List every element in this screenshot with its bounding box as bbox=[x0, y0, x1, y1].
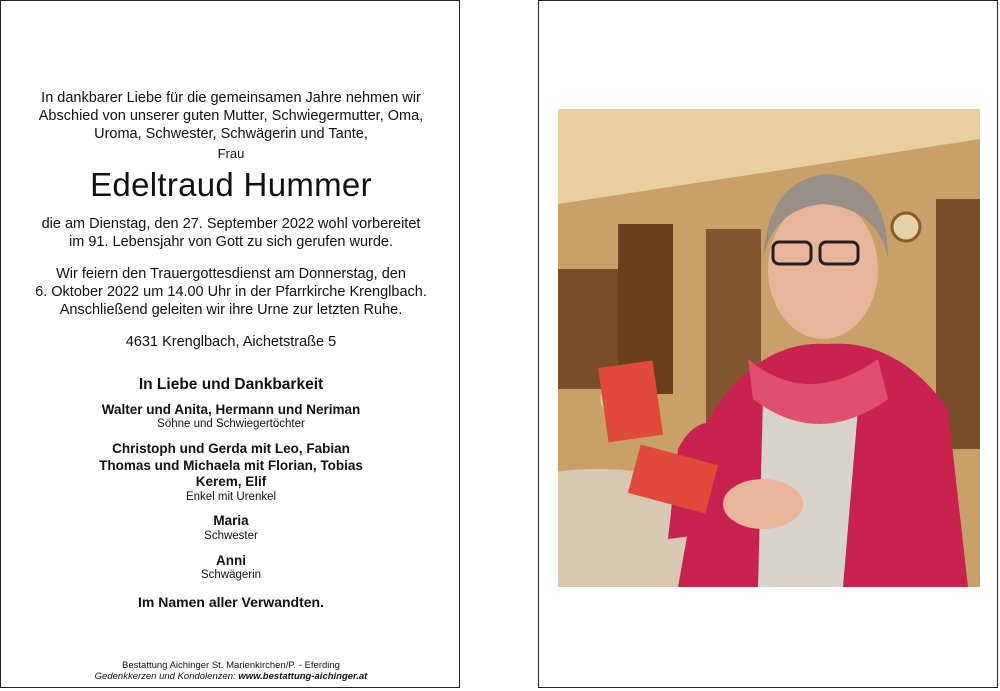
salutation: Frau bbox=[217, 146, 245, 161]
intro-text bbox=[1, 89, 461, 143]
photo-face bbox=[768, 199, 878, 339]
closing-line: Im Namen aller Verwandten. bbox=[138, 594, 324, 610]
death-line: die am Dienstag, den 27. September 2022 wohl vorbereitet bbox=[41, 216, 421, 232]
family-role: Schwester bbox=[204, 529, 258, 542]
photo-clock bbox=[892, 213, 920, 241]
footer-online bbox=[1, 671, 461, 683]
death-line: im 91. Lebensjahr von Gott zu sich gerufen wurde. bbox=[68, 234, 393, 251]
condolence-label: Gedenkkerzen und Kondolenzen: bbox=[94, 671, 236, 682]
service-notice bbox=[1, 265, 461, 319]
family-names: Thomas und Michaela mit Florian, Tobias bbox=[99, 457, 363, 473]
right-page bbox=[538, 0, 998, 688]
intro-line: Uroma, Schwester, Schwägerin und Tante, bbox=[94, 126, 368, 143]
deceased-name: Edeltraud Hummer bbox=[90, 166, 372, 203]
service-line: Wir feiern den Trauergottesdienst am Donnerstag, den bbox=[56, 266, 406, 282]
family-role: Enkel mit Urenkel bbox=[185, 490, 277, 503]
family-group-sister-in-law bbox=[1, 553, 461, 583]
photo-card-1 bbox=[598, 360, 663, 442]
family-names: Christoph und Gerda mit Leo, Fabian bbox=[112, 441, 350, 457]
footer-undertaker: Bestattung Aichinger St. Marienkirchen/P. - Eferding bbox=[122, 660, 340, 671]
death-notice bbox=[1, 215, 461, 251]
family-names: Kerem, Elif bbox=[195, 474, 267, 490]
left-page bbox=[0, 0, 460, 688]
family-role: Söhne und Schwiegertöchter bbox=[157, 418, 305, 431]
service-line: Anschließend geleiten wir ihre Urne zur letzten Ruhe. bbox=[59, 302, 403, 319]
address: 4631 Krenglbach, Aichetstraße 5 bbox=[125, 334, 337, 350]
family-list bbox=[1, 402, 461, 592]
love-heading: In Liebe und Dankbarkeit bbox=[138, 376, 324, 393]
family-group-grandchildren bbox=[1, 441, 461, 504]
family-names: Anni bbox=[216, 552, 246, 568]
family-names: Maria bbox=[213, 513, 249, 529]
intro-line: In dankbarer Liebe für die gemeinsamen Jahre nehmen wir bbox=[41, 90, 421, 106]
portrait-illustration bbox=[558, 109, 980, 587]
website-link[interactable]: www.bestattung-aichinger.at bbox=[238, 671, 368, 682]
portrait-photo bbox=[558, 109, 980, 587]
intro-line: Abschied von unserer guten Mutter, Schwiegermutter, Oma, bbox=[38, 108, 424, 125]
family-names: Walter und Anita, Hermann und Neriman bbox=[101, 402, 361, 417]
photo-hand-right bbox=[723, 479, 803, 529]
family-group-sons bbox=[1, 402, 461, 432]
family-group-sister bbox=[1, 513, 461, 543]
family-role: Schwägerin bbox=[200, 569, 262, 582]
service-line: 6. Oktober 2022 um 14.00 Uhr in der Pfarrkirche Krenglbach. bbox=[35, 284, 427, 301]
